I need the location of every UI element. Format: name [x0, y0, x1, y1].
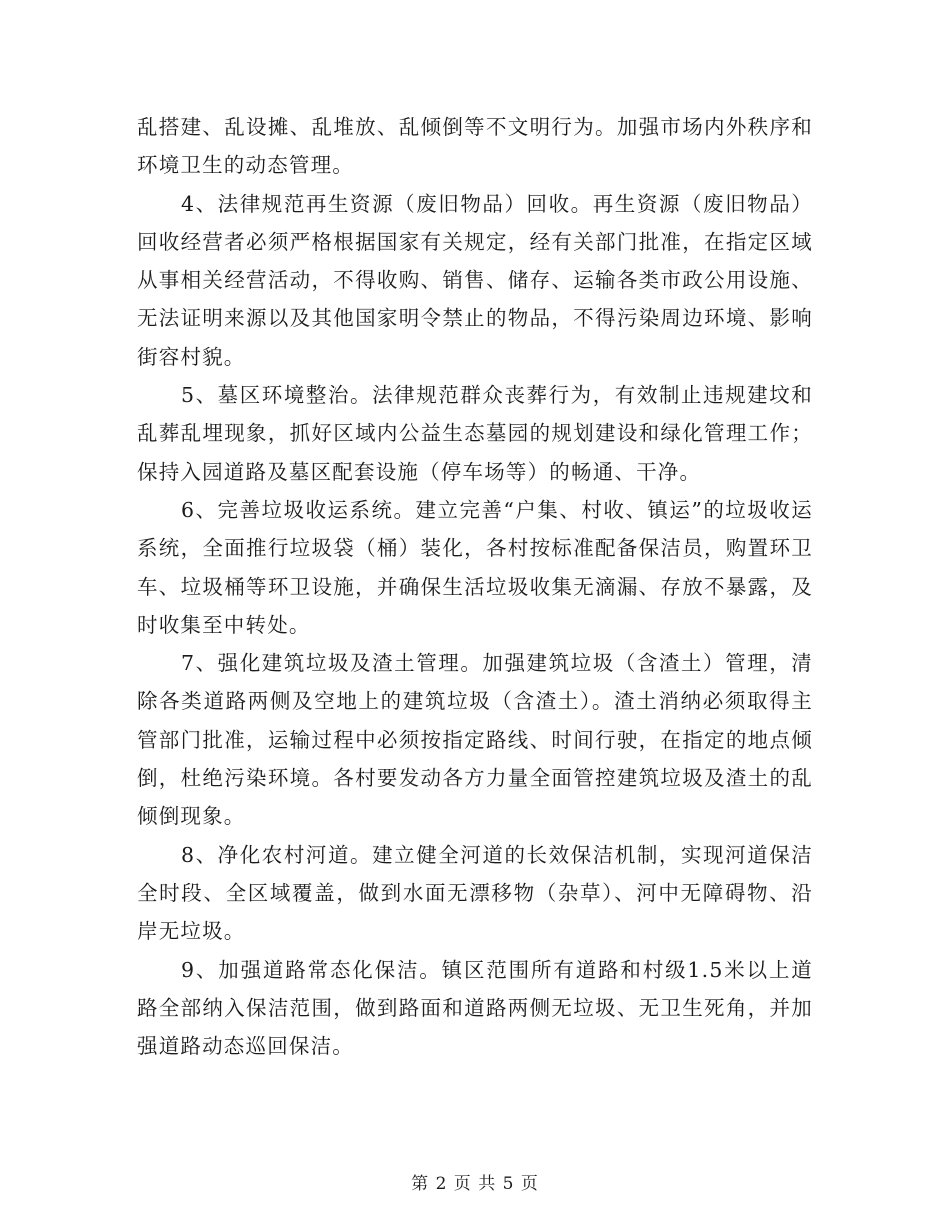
document-body: [137, 108, 813, 1065]
paragraph-item-8: 8、净化农村河道。建立健全河道的长效保洁机制，实现河道保洁全时段、全区域覆盖，做到水面无漂移物（杂草）、河中无障碍物、沿岸无垃圾。: [137, 842, 813, 944]
paragraph-item-9: 9、加强道路常态化保洁。镇区范围所有道路和村级1.5米以上道路全部纳入保洁范围，做到路面和道路两侧无垃圾、无卫生死角，并加强道路动态巡回保洁。: [137, 957, 813, 1059]
paragraph-continuation: 乱搭建、乱设摊、乱堆放、乱倾倒等不文明行为。加强市场内外秩序和环境卫生的动态管理。: [137, 115, 813, 178]
paragraph-item-7: 7、强化建筑垃圾及渣土管理。加强建筑垃圾（含渣土）管理，清除各类道路两侧及空地上的建筑垃圾（含渣土）。渣土消纳必须取得主管部门批准，运输过程中必须按指定路线、时间行驶，在指定的地点倾倒，杜绝污染环境。各村要发动各方力量全面管控建筑垃圾及渣土的乱倾倒现象。: [137, 651, 813, 829]
paragraph-item-5: 5、墓区环境整治。法律规范群众丧葬行为，有效制止违规建坟和乱葬乱埋现象，抓好区域内公益生态墓园的规划建设和绿化管理工作；保持入园道路及墓区配套设施（停车场等）的畅通、干净。: [137, 383, 813, 484]
paragraph-item-4: 4、法律规范再生资源（废旧物品）回收。再生资源（废旧物品）回收经营者必须严格根据国家有关规定，经有关部门批准，在指定区域从事相关经营活动，不得收购、销售、储存、运输各类市政公用设施、无法证明来源以及其他国家明令禁止的物品，不得污染周边环境、影响街容村貌。: [137, 191, 813, 369]
page-number-footer: 第 2 页 共 5 页: [411, 1174, 539, 1194]
paragraph-item-6: 6、完善垃圾收运系统。建立完善“户集、村收、镇运”的垃圾收运系统，全面推行垃圾袋（桶）装化，各村按标准配备保洁员，购置环卫车、垃圾桶等环卫设施，并确保生活垃圾收集无滴漏、存放不暴露，及时收集至中转处。: [137, 497, 813, 637]
